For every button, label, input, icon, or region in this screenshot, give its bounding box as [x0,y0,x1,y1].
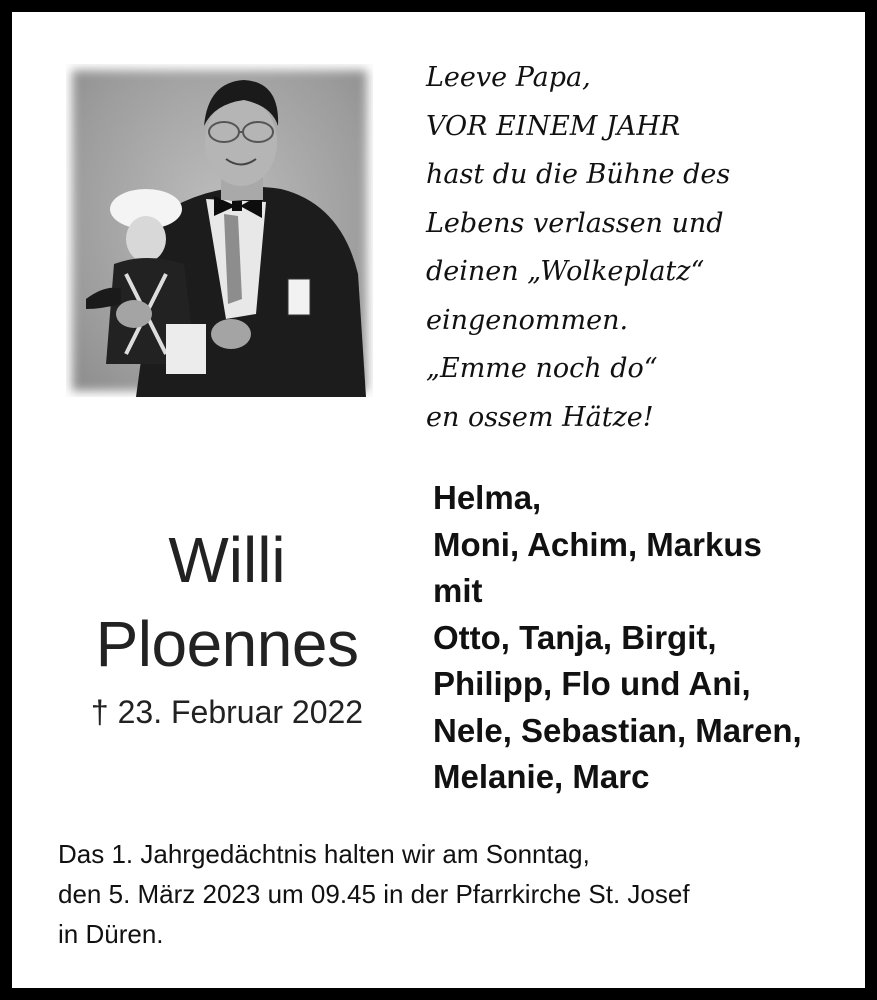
death-date: † 23. Februar 2022 [90,694,364,730]
deceased-last-name: Ploennes [95,608,359,680]
family-line: mit [433,572,483,609]
family-line: Otto, Tanja, Birgit, [433,618,717,656]
notice-line: den 5. März 2023 um 09.45 in der Pfarrkirche St. Josef [58,879,690,909]
poem-line: VOR EINEM JAHR [426,110,681,142]
family-line: Melanie, Marc [433,758,650,795]
portrait-image [66,64,373,397]
portrait-photo [66,64,373,397]
notice-line: Das 1. Jahrgedächtnis halten wir am Sonntag, [58,839,590,869]
family-names [433,475,802,801]
obituary-page [12,12,865,988]
memorial-notice [58,834,690,954]
family-line: Philipp, Flo und Ani, [433,665,751,702]
poem-line: Leeve Papa, [426,62,591,93]
poem-line: deinen „Wolkeplatz“ [426,256,705,287]
family-line: Moni, Achim, Markus [433,525,762,563]
poem-line: en ossem Hätze! [426,401,654,433]
poem [426,54,730,442]
poem-line: eingenommen. [426,304,629,336]
family-line: Helma, [433,479,542,516]
notice-line: in Düren. [58,919,164,949]
family-line: Nele, Sebastian, Maren, [433,711,802,749]
poem-line: Lebens verlassen und [426,207,724,239]
poem-line: hast du die Bühne des [426,159,731,190]
deceased-first-name: Willi [168,524,286,596]
poem-line: „Emme noch do“ [426,353,658,384]
deceased-block [32,520,422,732]
